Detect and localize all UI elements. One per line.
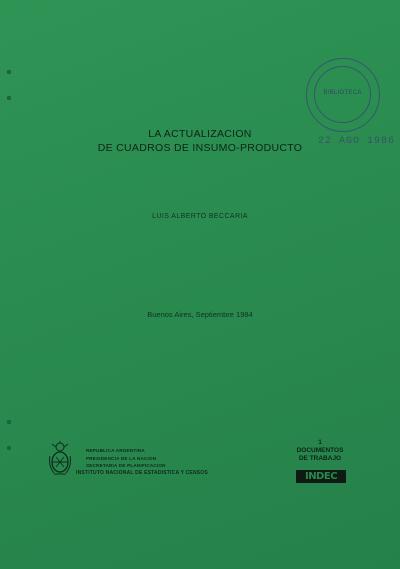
binding-hole <box>7 70 11 74</box>
series-number: 1 <box>318 439 322 446</box>
institution-block <box>76 447 208 477</box>
series-label <box>290 439 350 463</box>
institution-line-4: INSTITUTO NACIONAL DE ESTADISTICA Y CENSOS <box>76 469 208 476</box>
binding-hole <box>7 420 11 424</box>
binding-hole <box>7 446 11 450</box>
argentine-coat-of-arms-icon <box>47 441 73 477</box>
place-date: Buenos Aires, Septiembre 1984 <box>147 310 253 319</box>
title-line-1: LA ACTUALIZACION <box>148 128 252 140</box>
binding-holes <box>7 0 13 569</box>
institution-line-3: SECRETARIA DE PLANIFICACION <box>86 463 166 469</box>
document-title <box>0 127 400 155</box>
series-name-line-1: DOCUMENTOS <box>296 447 344 454</box>
series-name-line-2: DE TRABAJO <box>298 455 342 462</box>
author-name: LUIS ALBERTO BECCARIA <box>152 213 248 220</box>
title-line-2: DE CUADROS DE INSUMO-PRODUCTO <box>97 142 303 154</box>
indec-logo: INDEC <box>296 470 346 483</box>
institution-line-1: REPUBLICA ARGENTINA <box>86 448 145 453</box>
stamp-date: 22 AGO 1986 <box>318 136 396 147</box>
stamp-label: BIBLIOTECA <box>323 90 362 96</box>
library-stamp-icon <box>306 58 380 132</box>
institution-line-2: PRESIDENCIA DE LA NACION <box>86 455 157 461</box>
binding-hole <box>7 96 11 100</box>
